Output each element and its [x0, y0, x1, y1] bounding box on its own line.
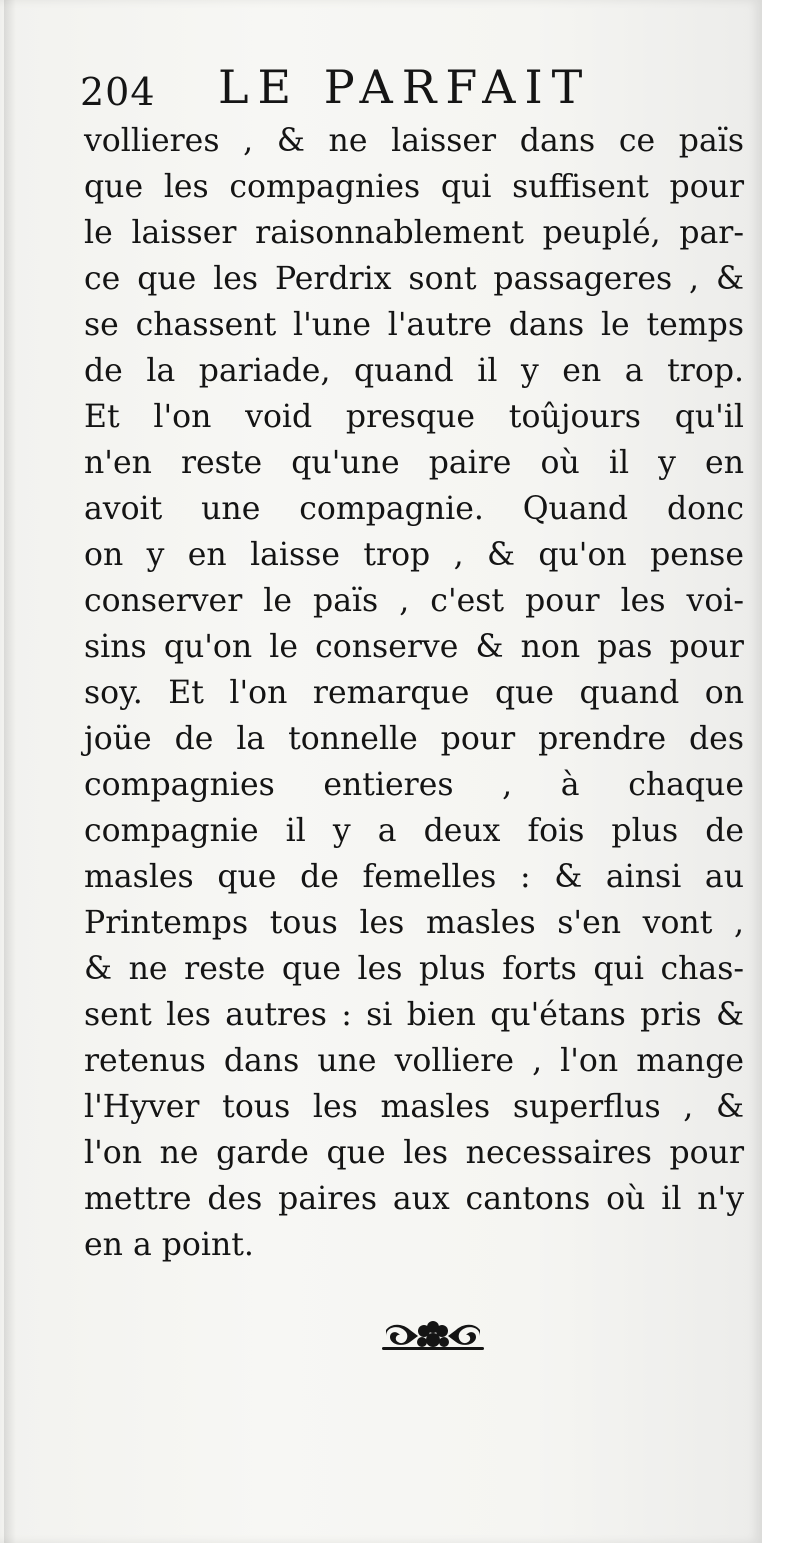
text-line: conserver le païs , c'est pour les voi-: [84, 583, 744, 619]
text-line: joüe de la tonnelle pour prendre des: [84, 721, 744, 757]
text-line: mettre des paires aux cantons où il n'y: [84, 1181, 744, 1217]
running-head: LE PARFAIT: [218, 60, 592, 114]
text-line: Et l'on void presque toûjours qu'il: [84, 399, 744, 435]
text-line: de la pariade, quand il y en a trop.: [84, 353, 744, 389]
body-text: [84, 118, 744, 1268]
text-line: en a point.: [84, 1227, 254, 1263]
text-line: se chassent l'une l'autre dans le temps: [84, 307, 744, 343]
page-gutter-shadow: [4, 0, 16, 1543]
text-line: n'en reste qu'une paire où il y en: [84, 445, 744, 481]
text-line: sins qu'on le conserve & non pas pour: [84, 629, 744, 665]
text-line: sent les autres : si bien qu'étans pris &: [84, 997, 744, 1033]
text-line: compagnies entieres , à chaque: [84, 767, 744, 803]
text-line: le laisser raisonnablement peuplé, par-: [84, 215, 744, 251]
text-line: soy. Et l'on remarque que quand on: [84, 675, 744, 711]
text-line: vollieres , & ne laisser dans ce païs: [84, 123, 744, 159]
page-number: 204: [80, 70, 156, 114]
text-line: Printemps tous les masles s'en vont ,: [84, 905, 744, 941]
text-line: retenus dans une volliere , l'on mange: [84, 1043, 744, 1079]
text-line: compagnie il y a deux fois plus de: [84, 813, 744, 849]
text-line: avoit une compagnie. Quand donc: [84, 491, 744, 527]
text-line: masles que de femelles : & ainsi au: [84, 859, 744, 895]
text-line: l'on ne garde que les necessaires pour: [84, 1135, 744, 1171]
fleuron-ornament-icon: [378, 1318, 488, 1354]
page-header: [80, 60, 680, 120]
text-line: & ne reste que les plus forts qui chas-: [84, 951, 744, 987]
text-line: ce que les Perdrix sont passageres , &: [84, 261, 744, 297]
text-line: que les compagnies qui suffisent pour: [84, 169, 744, 205]
text-line: l'Hyver tous les masles superflus , &: [84, 1089, 744, 1125]
text-line: on y en laisse trop , & qu'on pense: [84, 537, 744, 573]
